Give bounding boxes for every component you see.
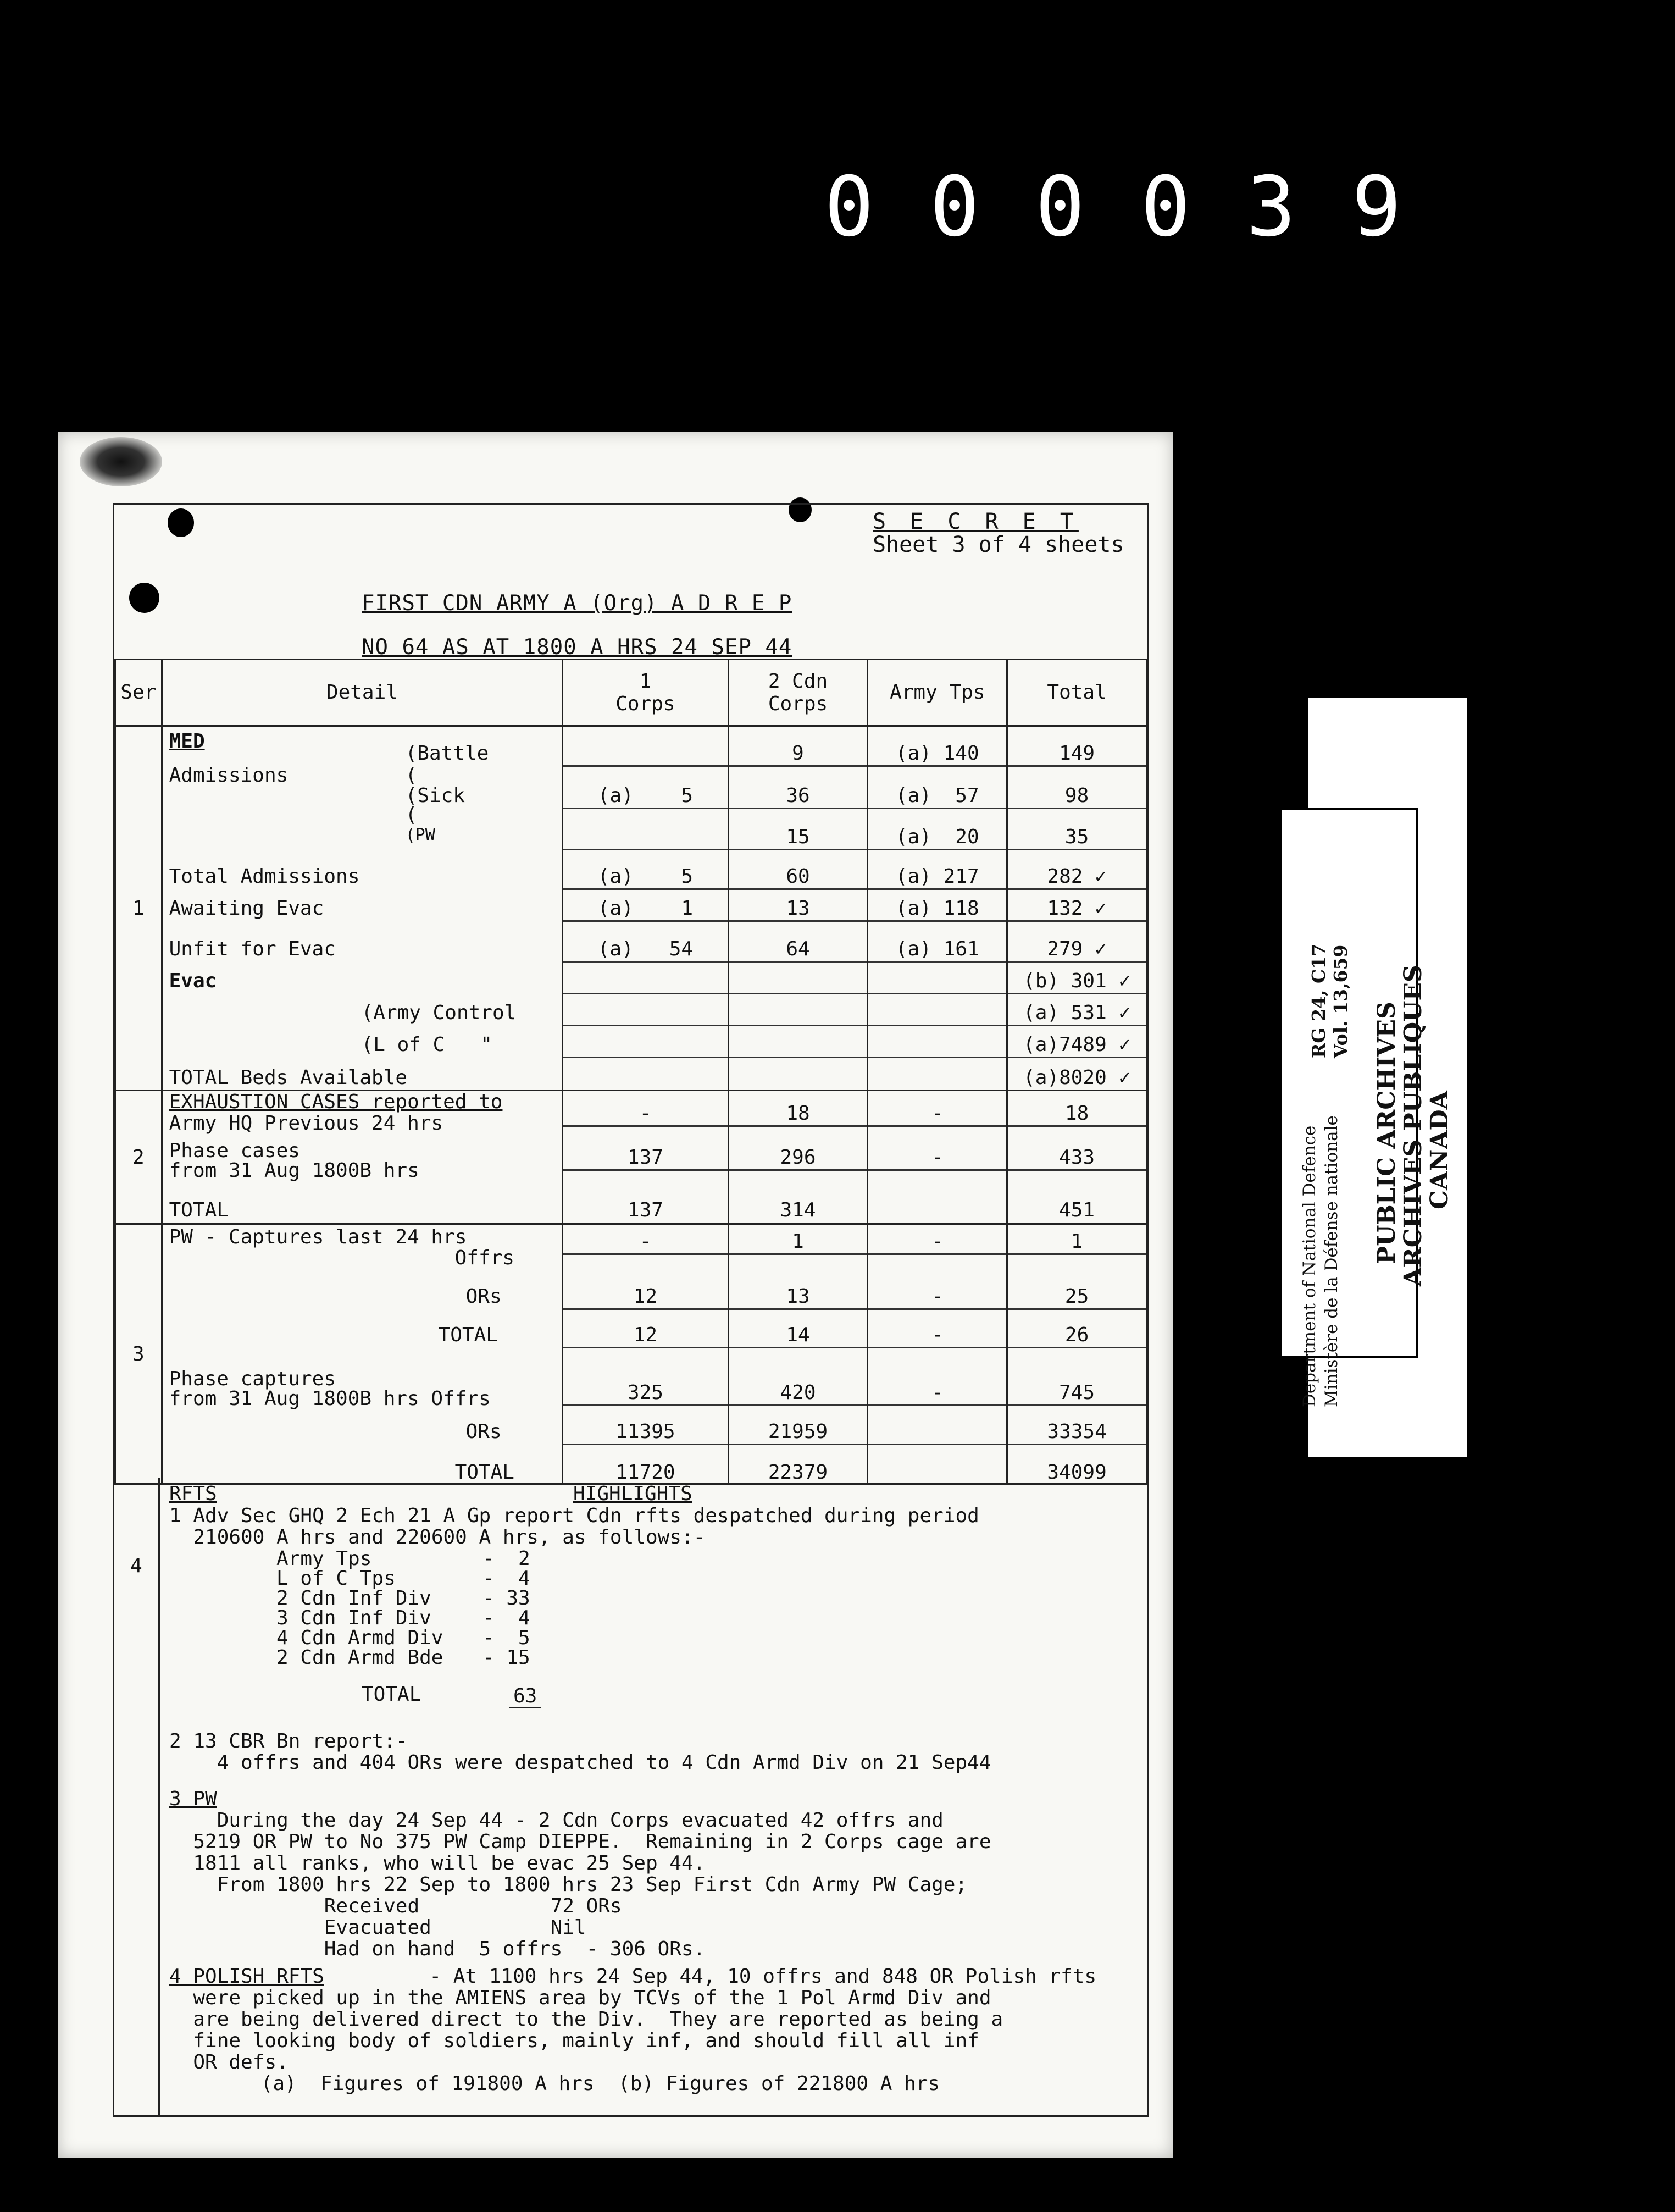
classification: S E C R E T <box>873 509 1079 534</box>
highlights-heading: HIGHLIGHTS <box>573 1483 692 1505</box>
value-cell: (b) 301 ✓ <box>1023 970 1131 992</box>
para-1-line-1: 1 Adv Sec GHQ 2 Ech 21 A Gp report Cdn rfts despatched during period <box>169 1505 979 1527</box>
value-cell: 314 <box>780 1199 816 1221</box>
exh-total <box>1007 1091 1147 1224</box>
value-cell: 11395 <box>615 1420 675 1443</box>
value-cell: (a) 161 <box>895 938 979 960</box>
para-4-line-2: were picked up in the AMIENS area by TCVs of the 1 Pol Armd Div and <box>169 1987 991 2009</box>
exhaustion-line-2: Army HQ Previous 24 hrs <box>169 1112 443 1135</box>
footnotes: (a) Figures of 191800 A hrs (b) Figures of 221800 A hrs <box>213 2072 940 2095</box>
entry-underline <box>729 1057 867 1058</box>
value-cell: 36 <box>786 784 810 807</box>
entry-underline <box>729 1253 867 1255</box>
entry-underline <box>868 1057 1006 1058</box>
rfts-list-value: - 4 <box>482 1607 530 1629</box>
para-3-line-4: From 1800 hrs 22 Sep to 1800 hrs 23 Sep First Cdn Army PW Cage; <box>169 1873 968 1896</box>
value-cell: 33354 <box>1047 1420 1107 1443</box>
value-cell: 137 <box>627 1146 663 1169</box>
para-1-line-2: 210600 A hrs and 220600 A hrs, as follows:- <box>169 1526 706 1549</box>
classification-block <box>873 510 1124 556</box>
value-cell: 18 <box>786 1102 810 1125</box>
entry-underline <box>1008 1404 1146 1406</box>
volume-reference: Vol. 13,659 <box>1330 944 1351 1058</box>
phase-captures-label: Phase captures <box>169 1368 336 1390</box>
para-2-line-2: 4 offrs and 404 ORs were despatched to 4 Cdn Armd Div on 21 Sep44 <box>169 1751 991 1774</box>
value-cell: 279 ✓ <box>1047 938 1107 960</box>
para-3-line-5: Received 72 ORs <box>169 1895 622 1917</box>
entry-underline <box>1008 888 1146 890</box>
entry-underline <box>1008 808 1146 809</box>
report-title <box>362 582 792 670</box>
value-cell: 21959 <box>768 1420 828 1443</box>
para-3-line-3: 1811 all ranks, who will be evac 25 Sep 44. <box>169 1852 706 1874</box>
entry-underline <box>729 920 867 922</box>
value-cell: 25 <box>1064 1285 1089 1308</box>
entry-underline <box>1008 849 1146 850</box>
entry-underline <box>1008 1444 1146 1445</box>
exhaustion-line-1: EXHAUSTION CASES reported to <box>169 1091 503 1113</box>
value-cell: 282 ✓ <box>1047 865 1107 888</box>
document-sheet <box>58 432 1173 2158</box>
value-cell: (a) 118 <box>895 897 979 920</box>
para-4-line-4: fine looking body of soldiers, mainly inf, and should fill all inf <box>169 2029 979 2052</box>
archives-line-1: PUBLIC ARCHIVES <box>1373 1002 1401 1264</box>
header-army-tps: Army Tps <box>868 660 1007 726</box>
frame-digit: 0 <box>824 159 874 255</box>
table-header-row <box>115 660 1147 726</box>
ser-number: 1 <box>115 726 162 1091</box>
exhaustion-total-label: TOTAL <box>169 1199 229 1221</box>
frame-digit: 0 <box>929 159 980 255</box>
pw-label: (PW <box>405 826 435 845</box>
med-1-corps <box>563 726 728 1091</box>
title-line-2: NO 64 AS AT 1800 A HRS 24 SEP 44 <box>362 635 792 660</box>
exhaustion-detail <box>162 1091 563 1224</box>
rfts-heading: RFTS <box>169 1483 217 1505</box>
value-cell: (a) 140 <box>895 742 979 765</box>
value-cell: (a) 20 <box>895 826 979 848</box>
section-exhaustion <box>115 1091 1147 1224</box>
awaiting-evac-label: Awaiting Evac <box>169 897 324 920</box>
exh-1-corps <box>563 1091 728 1224</box>
frame-number <box>824 159 1401 255</box>
entry-underline <box>1008 1347 1146 1348</box>
entry-underline <box>563 1025 727 1026</box>
entry-underline <box>1008 1125 1146 1127</box>
highlights-section <box>114 1478 1147 2115</box>
value-cell: - <box>931 1285 944 1308</box>
entry-underline <box>563 849 727 850</box>
value-cell: (a) 531 ✓ <box>1023 1002 1131 1024</box>
pw-total <box>1007 1224 1147 1484</box>
exh-2-cdn-corps <box>728 1091 868 1224</box>
entry-underline <box>563 1125 727 1127</box>
value-cell: 11720 <box>615 1461 675 1484</box>
entry-underline <box>563 765 727 767</box>
archives-line-2: ARCHIVES PUBLIQUES <box>1399 965 1427 1286</box>
frame-digit: 0 <box>1140 159 1191 255</box>
rfts-list-value: - 2 <box>482 1547 530 1570</box>
archives-line-3: CANADA <box>1426 1091 1454 1209</box>
entry-underline <box>868 920 1006 922</box>
rfts-list-label: Army Tps <box>276 1547 372 1570</box>
phase-offrs-label: from 31 Aug 1800B hrs Offrs <box>169 1387 491 1410</box>
value-cell: 35 <box>1064 826 1089 848</box>
entry-underline <box>1008 1169 1146 1171</box>
value-cell: 18 <box>1064 1102 1089 1125</box>
entry-underline <box>729 993 867 994</box>
value-cell: 433 <box>1059 1146 1095 1169</box>
total-beds-label: TOTAL Beds Available <box>169 1066 408 1089</box>
title-line-1: FIRST CDN ARMY A (Org) A D R E P <box>362 591 792 616</box>
header-total: Total <box>1007 660 1147 726</box>
ser-number: 4 <box>114 1478 160 2115</box>
entry-underline <box>868 888 1006 890</box>
exhaustion-line-3: Phase cases <box>169 1140 301 1162</box>
med-2-cdn-corps <box>728 726 868 1091</box>
entry-underline <box>563 888 727 890</box>
para-3-heading: 3 PW <box>169 1788 217 1810</box>
med-heading: MED <box>169 730 205 753</box>
entry-underline <box>868 1169 1006 1171</box>
archive-stamp <box>1300 698 1467 1457</box>
entry-underline <box>563 1347 727 1348</box>
para-3-line-2: 5219 OR PW to No 375 PW Camp DIEPPE. Remaining in 2 Corps cage are <box>169 1831 991 1853</box>
value-cell: - <box>931 1146 944 1169</box>
para-4-line-3: are being delivered direct to the Div. They are reported as being a <box>169 2008 1003 2031</box>
entry-underline <box>563 1169 727 1171</box>
value-cell: 26 <box>1064 1324 1089 1346</box>
value-cell: 132 ✓ <box>1047 897 1107 920</box>
entry-underline <box>1008 993 1146 994</box>
rfts-list-value: - 33 <box>482 1587 530 1610</box>
value-cell: 137 <box>627 1199 663 1221</box>
entry-underline <box>563 1253 727 1255</box>
sheet-number: Sheet 3 of 4 sheets <box>873 532 1124 557</box>
entry-underline <box>1008 1253 1146 1255</box>
para-4-heading: 4 POLISH RFTS <box>169 1965 324 1988</box>
value-cell: (a) 1 <box>597 897 694 920</box>
entry-underline <box>868 1404 1006 1406</box>
value-cell: 64 <box>786 938 810 960</box>
value-cell: 420 <box>780 1381 816 1404</box>
value-cell: 451 <box>1059 1199 1095 1221</box>
rfts-total-value: 63 <box>509 1685 541 1708</box>
value-cell: 12 <box>633 1285 658 1308</box>
value-cell: 22379 <box>768 1461 828 1484</box>
pw-1-corps <box>563 1224 728 1484</box>
admissions-label: Admissions <box>169 764 289 787</box>
entry-underline <box>1008 961 1146 963</box>
header-detail: Detail <box>162 660 563 726</box>
entry-underline <box>868 1025 1006 1026</box>
evac-label: Evac <box>169 970 217 992</box>
entry-underline <box>868 1125 1006 1127</box>
phase-ors-label: ORs <box>465 1420 502 1443</box>
entry-underline <box>729 849 867 850</box>
value-cell: - <box>639 1102 652 1125</box>
rfts-list-label: 4 Cdn Armd Div <box>276 1627 443 1649</box>
para-4-line-5: OR defs. <box>169 2051 289 2073</box>
entry-underline <box>868 808 1006 809</box>
pw-2-cdn-corps <box>728 1224 868 1484</box>
value-cell: 12 <box>633 1324 658 1346</box>
value-cell: 149 <box>1059 742 1095 765</box>
battle-label: (Battle <box>405 742 489 765</box>
section-med <box>115 726 1147 1091</box>
entry-underline <box>563 1057 727 1058</box>
entry-underline <box>563 808 727 809</box>
med-detail <box>162 726 563 1091</box>
value-cell: - <box>931 1324 944 1346</box>
rfts-list-value: - 4 <box>482 1567 530 1590</box>
army-control-label: (Army Control <box>361 1002 517 1024</box>
entry-underline <box>563 1404 727 1406</box>
entry-underline <box>729 1025 867 1026</box>
pw-offrs-label: Offrs <box>454 1247 514 1269</box>
dept-line-2: Ministère de la Défense nationale <box>1322 1115 1341 1407</box>
sick-label: (Sick <box>405 784 465 807</box>
entry-underline <box>1008 1057 1146 1058</box>
value-cell: 745 <box>1059 1381 1095 1404</box>
rfts-list-label: 2 Cdn Armd Bde <box>276 1646 443 1669</box>
frame-digit: 3 <box>1246 159 1296 255</box>
value-cell: 325 <box>627 1381 663 1404</box>
entry-underline <box>729 1404 867 1406</box>
l-of-c-label: (L of C " <box>361 1033 493 1056</box>
report-frame <box>113 503 1149 2117</box>
med-total <box>1007 726 1147 1091</box>
header-1-corps: 1 Corps <box>563 660 728 726</box>
entry-underline <box>729 888 867 890</box>
entry-underline <box>1008 920 1146 922</box>
paren-mark: ( <box>405 764 418 787</box>
entry-underline <box>729 1308 867 1310</box>
value-cell: (a) 5 <box>597 865 694 888</box>
entry-underline <box>868 1253 1006 1255</box>
value-cell: 13 <box>786 1285 810 1308</box>
value-cell: - <box>931 1102 944 1125</box>
paren-mark: ( <box>405 804 418 826</box>
total-admissions-label: Total Admissions <box>169 865 360 888</box>
frame-digit: 9 <box>1351 159 1401 255</box>
para-3-line-1: During the day 24 Sep 44 - 2 Cdn Corps evacuated 42 offrs and <box>169 1809 944 1832</box>
value-cell: 34099 <box>1047 1461 1107 1484</box>
pw-army-tps <box>868 1224 1007 1484</box>
entry-underline <box>563 993 727 994</box>
pw-total-label: TOTAL <box>438 1324 498 1346</box>
pw-detail <box>162 1224 563 1484</box>
value-cell: (a)7489 ✓ <box>1023 1033 1131 1056</box>
entry-underline <box>563 961 727 963</box>
pw-ors-label: ORs <box>465 1285 502 1308</box>
value-cell: 1 <box>792 1230 804 1253</box>
entry-underline <box>729 1125 867 1127</box>
rfts-list-label: 3 Cdn Inf Div <box>276 1607 431 1629</box>
para-2-line-1: 2 13 CBR Bn report:- <box>169 1730 408 1752</box>
entry-underline <box>1008 1025 1146 1026</box>
value-cell: 15 <box>786 826 810 848</box>
value-cell: (a)8020 ✓ <box>1023 1066 1131 1089</box>
para-4-line-1: - At 1100 hrs 24 Sep 44, 10 offrs and 848 OR Polish rfts <box>406 1965 1097 1988</box>
value-cell: 1 <box>1071 1230 1083 1253</box>
entry-underline <box>1008 1308 1146 1310</box>
entry-underline <box>868 849 1006 850</box>
dept-line-1: Department of National Defence <box>1300 1125 1319 1407</box>
value-cell: 98 <box>1064 784 1089 807</box>
entry-underline <box>868 1347 1006 1348</box>
value-cell: - <box>931 1230 944 1253</box>
med-army-tps <box>868 726 1007 1091</box>
value-cell: (a) 54 <box>597 938 694 960</box>
ser-number: 3 <box>115 1224 162 1484</box>
rfts-total-label: TOTAL <box>362 1683 421 1706</box>
exh-army-tps <box>868 1091 1007 1224</box>
value-cell: - <box>639 1230 652 1253</box>
header-ser: Ser <box>115 660 162 726</box>
value-cell: (a) 5 <box>597 784 694 807</box>
exhaustion-line-4: from 31 Aug 1800B hrs <box>169 1159 419 1182</box>
entry-underline <box>563 1308 727 1310</box>
entry-underline <box>868 765 1006 767</box>
entry-underline <box>1008 765 1146 767</box>
value-cell: - <box>931 1381 944 1404</box>
entry-underline <box>729 808 867 809</box>
pw-line-1: PW - Captures last 24 hrs <box>169 1226 467 1248</box>
rg-reference: RG 24, C17 <box>1308 943 1329 1058</box>
section-pw <box>115 1224 1147 1484</box>
ink-smudge <box>80 437 162 486</box>
value-cell: 9 <box>792 742 804 765</box>
rfts-list-value: - 5 <box>482 1627 530 1649</box>
value-cell: (a) 217 <box>895 865 979 888</box>
value-cell: 60 <box>786 865 810 888</box>
value-cell: 296 <box>780 1146 816 1169</box>
rfts-list-label: 2 Cdn Inf Div <box>276 1587 431 1610</box>
entry-underline <box>868 961 1006 963</box>
entry-underline <box>729 961 867 963</box>
entry-underline <box>729 1169 867 1171</box>
value-cell: 14 <box>786 1324 810 1346</box>
entry-underline <box>868 1444 1006 1445</box>
entry-underline <box>563 1444 727 1445</box>
value-cell: (a) 57 <box>895 784 979 807</box>
frame-digit: 0 <box>1035 159 1085 255</box>
header-2-cdn-corps: 2 Cdn Corps <box>728 660 868 726</box>
entry-underline <box>729 1347 867 1348</box>
adrep-table <box>114 659 1147 1485</box>
phase-total-label: TOTAL <box>454 1461 514 1484</box>
unfit-evac-label: Unfit for Evac <box>169 938 336 960</box>
entry-underline <box>868 1308 1006 1310</box>
entry-underline <box>868 993 1006 994</box>
rfts-list-label: L of C Tps <box>276 1567 396 1590</box>
entry-underline <box>729 1444 867 1445</box>
rfts-list-value: - 15 <box>482 1646 530 1669</box>
para-3-line-7: Had on hand 5 offrs - 306 ORs. <box>169 1938 706 1960</box>
ser-number: 2 <box>115 1091 162 1224</box>
para-3-line-6: Evacuated Nil <box>169 1916 586 1939</box>
entry-underline <box>563 920 727 922</box>
entry-underline <box>729 765 867 767</box>
value-cell: 13 <box>786 897 810 920</box>
